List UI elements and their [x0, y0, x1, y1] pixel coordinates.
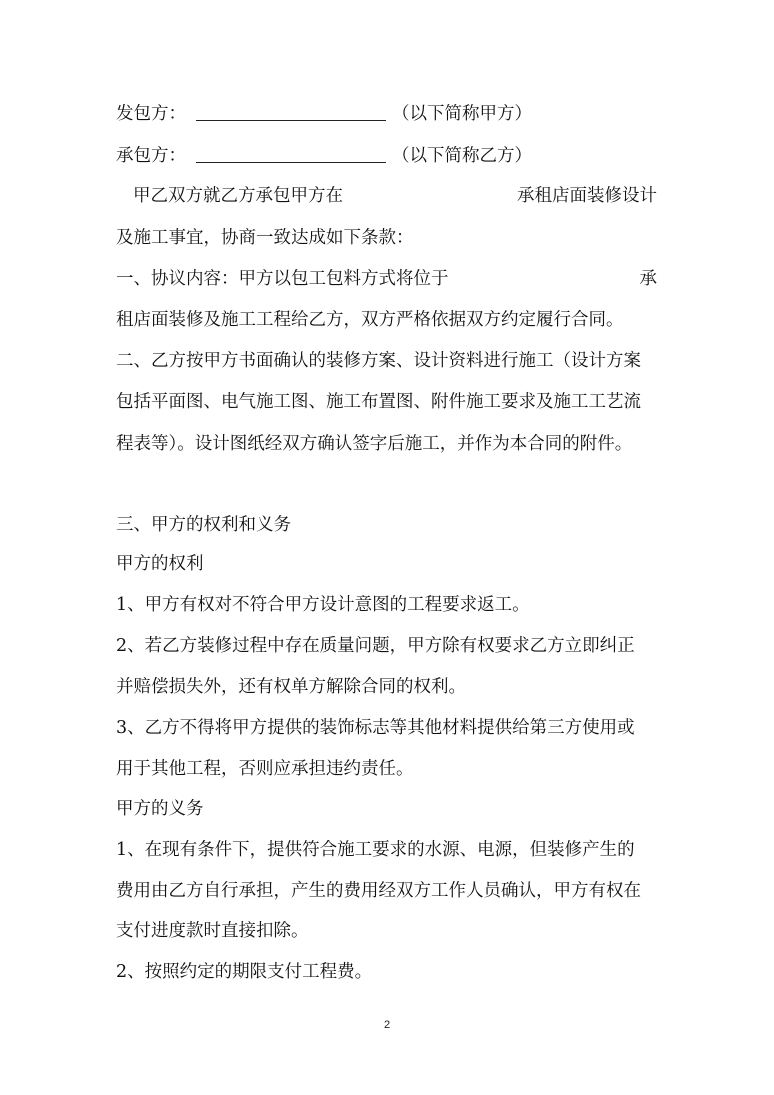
duties-line-3: 支付进度款时直接扣除。 [116, 921, 309, 941]
intro-line-2: 及施工事宜，协商一致达成如下条款： [116, 228, 414, 248]
intro-part2: 承租店面装修设计 [517, 186, 657, 206]
rights-heading: 甲方的权利 [116, 554, 204, 574]
contractor-line [116, 100, 661, 128]
contractee-blank [196, 142, 386, 163]
contractor-blank [196, 100, 386, 121]
duties-heading: 甲方的义务 [116, 799, 204, 819]
contractor-suffix: （以下简称甲方） [392, 104, 532, 124]
contractee-suffix: （以下简称乙方） [392, 146, 532, 166]
clause3-heading: 三、甲方的权利和义务 [116, 515, 291, 535]
rights-line-4: 3、乙方不得将甲方提供的装饰标志等其他材料提供给第三方使用或 [116, 718, 635, 738]
contractee-line [116, 142, 661, 170]
duties-line-2: 费用由乙方自行承担，产生的费用经双方工作人员确认，甲方有权在 [116, 881, 641, 901]
intro-line-1 [133, 182, 657, 210]
rights-line-3: 并赔偿损失外，还有权单方解除合同的权利。 [116, 677, 466, 697]
rights-line-1: 1、甲方有权对不符合甲方设计意图的工程要求返工。 [116, 595, 530, 615]
intro-part1: 甲乙双方就乙方承包甲方在 [133, 186, 343, 206]
contractor-label: 发包方： [116, 104, 186, 124]
clause1-part1: 一、协议内容：甲方以包工包料方式将位于 [116, 269, 449, 289]
duties-line-4: 2、按照约定的期限支付工程费。 [116, 962, 373, 982]
page-number: 2 [383, 1019, 391, 1031]
clause2-line-2: 包括平面图、电气施工图、施工布置图、附件施工要求及施工工艺流 [116, 392, 641, 412]
clause1-line-1 [116, 265, 657, 293]
clause2-line-1: 二、乙方按甲方书面确认的装修方案、设计资料进行施工（设计方案 [116, 351, 641, 371]
rights-line-5: 用于其他工程，否则应承担违约责任。 [116, 759, 414, 779]
duties-line-1: 1、在现有条件下，提供符合施工要求的水源、电源，但装修产生的 [116, 840, 635, 860]
clause2-line-3: 程表等）。设计图纸经双方确认签字后施工，并作为本合同的附件。 [116, 434, 633, 454]
clause1-line-2: 租店面装修及施工工程给乙方，双方严格依据双方约定履行合同。 [116, 310, 624, 330]
rights-line-2: 2、若乙方装修过程中存在质量问题，甲方除有权要求乙方立即纠正 [116, 636, 635, 656]
clause1-part2: 承 [639, 269, 657, 289]
contractee-label: 承包方： [116, 146, 186, 166]
